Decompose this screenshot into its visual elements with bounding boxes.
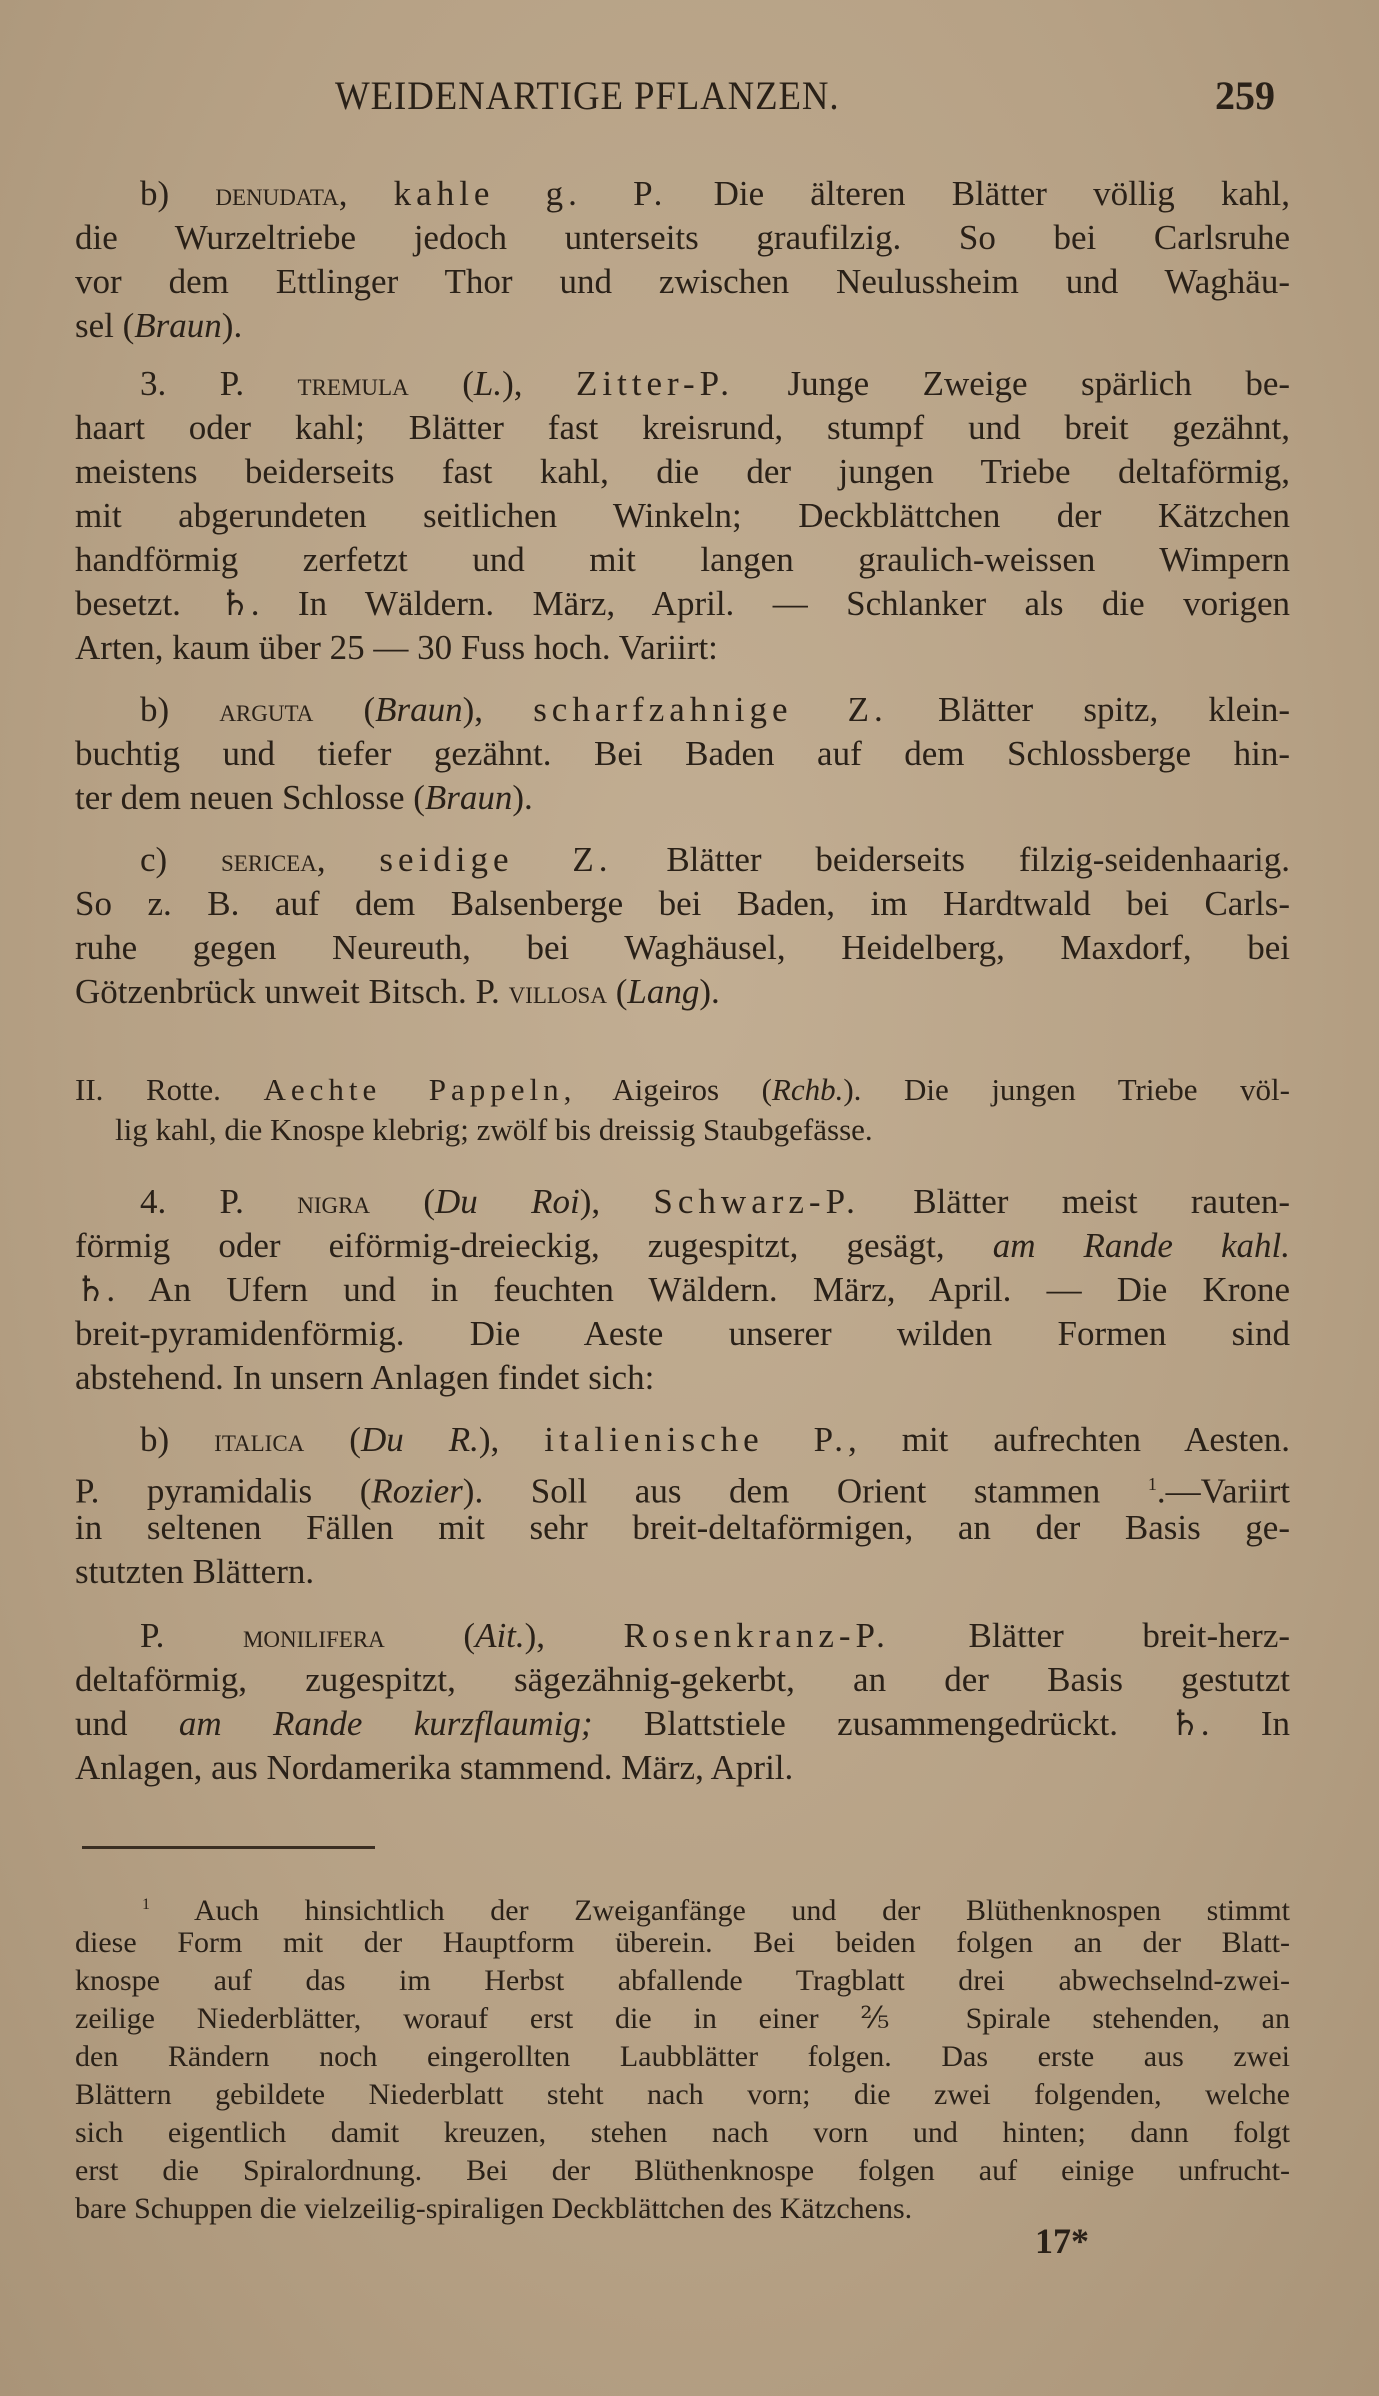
footnote-divider [82, 1846, 375, 1849]
footnote-line: den Rändern noch eingerollten Laubblätter folgen. Das erste aus zwei [75, 2040, 1290, 2073]
section-heading-continued: lig kahl, die Knospe klebrig; zwölf bis dreissig Staubgefässe. [115, 1112, 873, 1147]
text-line: 4. P. nigra (Du Roi), Schwarz-P. Blätter meist rauten- [140, 1182, 1291, 1221]
text-line: abstehend. In unsern Anlagen findet sich: [75, 1358, 655, 1397]
text-line: breit-pyramidenförmig. Die Aeste unserer wilden Formen sind [75, 1314, 1290, 1353]
emphasis: am Rande kahl. [992, 1226, 1291, 1265]
common-name: kahle g. P. [393, 174, 668, 213]
section-common-name: Aechte Pappeln [263, 1072, 564, 1107]
common-name: seidige Z. [379, 840, 613, 879]
synonym-name: villosa [508, 974, 607, 1011]
signature-mark: 17* [1035, 2221, 1089, 2261]
author-citation: Rchb. [771, 1072, 844, 1107]
text-line: stutzten Blättern. [75, 1552, 315, 1591]
text-line: So z. B. auf dem Balsenberge bei Baden, im Hardtwald bei Carls- [75, 884, 1290, 923]
author-citation: Ait. [475, 1616, 525, 1655]
text-line: 3. P. tremula (L.), Zitter-P. Junge Zweige spärlich be- [140, 364, 1291, 403]
text-line: in seltenen Fällen mit sehr breit-deltaförmigen, an der Basis ge- [75, 1508, 1290, 1547]
common-name: Schwarz-P. [653, 1182, 860, 1221]
text-line: Götzenbrück unweit Bitsch. P. villosa (Lang). [75, 972, 720, 1011]
text-line: ♄. An Ufern und in feuchten Wäldern. März, April. — Die Krone [75, 1270, 1290, 1309]
variety-name: denudata [215, 176, 339, 213]
text-line: b) arguta (Braun), scharfzahnige Z. Blätter spitz, klein- [140, 690, 1291, 729]
author-citation: Rozier [371, 1471, 463, 1511]
author-citation: Braun [375, 690, 463, 729]
text-line: besetzt. ♄. In Wäldern. März, April. — Schlanker als die vorigen [75, 584, 1290, 623]
author-citation: Braun [134, 306, 222, 345]
text-line: ruhe gegen Neureuth, bei Waghäusel, Heidelberg, Maxdorf, bei [75, 928, 1290, 967]
text-line: ter dem neuen Schlosse (Braun). [75, 778, 533, 817]
species-name: tremula [297, 366, 409, 403]
footnote-line: erst die Spiralordnung. Bei der Blüthenknospe folgen auf einige unfrucht- [75, 2154, 1290, 2187]
text-line: buchtig und tiefer gezähnt. Bei Baden auf dem Schlossberge hin- [75, 734, 1290, 773]
running-title: WEIDENARTIGE PFLANZEN. [335, 73, 840, 118]
emphasis: am Rande kurzflaumig; [178, 1704, 593, 1743]
text-line: sel (Braun). [75, 306, 243, 345]
text-line: b) denudata, kahle g. P. Die älteren Blätter völlig kahl, [140, 174, 1290, 213]
text-line: P. monilifera (Ait.), Rosenkranz-P. Blätter breit-herz- [140, 1616, 1291, 1655]
author-citation: Du R. [360, 1420, 479, 1459]
text-line: förmig oder eiförmig-dreieckig, zugespitzt, gesägt, am Rande kahl. [75, 1226, 1291, 1265]
author-citation: Du Roi [435, 1182, 580, 1221]
author-citation: L. [473, 364, 503, 403]
footnote-marker: 1 [142, 1896, 150, 1913]
species-name: nigra [297, 1184, 371, 1221]
page-number: 259 [1215, 73, 1275, 118]
footnote-line: bare Schuppen die vielzeilig-spiraligen Deckblättchen des Kätzchens. [75, 2192, 913, 2225]
running-header [0, 72, 1379, 122]
text-line: Arten, kaum über 25 — 30 Fuss hoch. Variirt: [75, 628, 718, 667]
common-name: Zitter-P. [575, 364, 735, 403]
text-line: c) sericea, seidige Z. Blätter beiderseits filzig-seidenhaarig. [140, 840, 1290, 879]
footnote-line: knospe auf das im Herbst abfallende Tragblatt drei abwechselnd-zwei- [75, 1964, 1290, 1997]
common-name: scharfzahnige Z. [533, 690, 888, 729]
common-name: Rosenkranz-P. [623, 1616, 890, 1655]
text-line: vor dem Ettlinger Thor und zwischen Neulussheim und Waghäu- [75, 262, 1290, 301]
footnote-line: $^1$ Auch hinsichtlich der Zweiganfänge und der Blüthenknospen stimmt [142, 1894, 1290, 1927]
text-line: deltaförmig, zugespitzt, sägezähnig-gekerbt, an der Basis gestutzt [75, 1660, 1290, 1699]
footnote-line: Blättern gebildete Niederblatt steht nach vorn; die zwei folgenden, welche [75, 2078, 1290, 2111]
variety-name: arguta [219, 692, 314, 729]
common-name: italienische P. [544, 1420, 848, 1459]
text-line: haart oder kahl; Blätter fast kreisrund, stumpf und breit gezähnt, [75, 408, 1290, 447]
variety-name: italica [214, 1422, 305, 1459]
author-citation: Braun [424, 778, 513, 817]
text-line: meistens beiderseits fast kahl, die der jungen Triebe deltaförmig, [75, 452, 1290, 491]
footnote-line: diese Form mit der Hauptform überein. Bei beiden folgen an der Blatt- [75, 1926, 1290, 1959]
author-citation: Lang [627, 972, 700, 1011]
text-line: und am Rande kurzflaumig; Blattstiele zusammengedrückt. ♄. In [75, 1704, 1291, 1743]
text-line: b) italica (Du R.), italienische P., mit aufrechten Aesten. [140, 1420, 1291, 1459]
text-line: Anlagen, aus Nordamerika stammend. März, April. [75, 1748, 794, 1787]
text-line: die Wurzeltriebe jedoch unterseits graufilzig. So bei Carlsruhe [75, 218, 1290, 257]
footnote-line: zeilige Niederblätter, worauf erst die in einer ⅖ Spirale stehenden, an [75, 2002, 1290, 2035]
footnote-line: sich eigentlich damit kreuzen, stehen nach vorn und hinten; dann folgt [75, 2116, 1290, 2149]
text-line: mit abgerundeten seitlichen Winkeln; Deckblättchen der Kätzchen [75, 496, 1290, 535]
text-line: handförmig zerfetzt und mit langen graulich-weissen Wimpern [75, 540, 1290, 579]
text-line: P. pyramidalis (Rozier). Soll aus dem Orient stammen $^1$.—Variirt [75, 1471, 1290, 1511]
section-heading: II. Rotte. Aechte Pappeln, Aigeiros (Rchb.). Die jungen Triebe völ- [75, 1072, 1290, 1107]
species-name: monilifera [242, 1618, 385, 1655]
variety-name: sericea [221, 842, 317, 879]
footnote-ref[interactable]: 1 [1147, 1474, 1157, 1494]
